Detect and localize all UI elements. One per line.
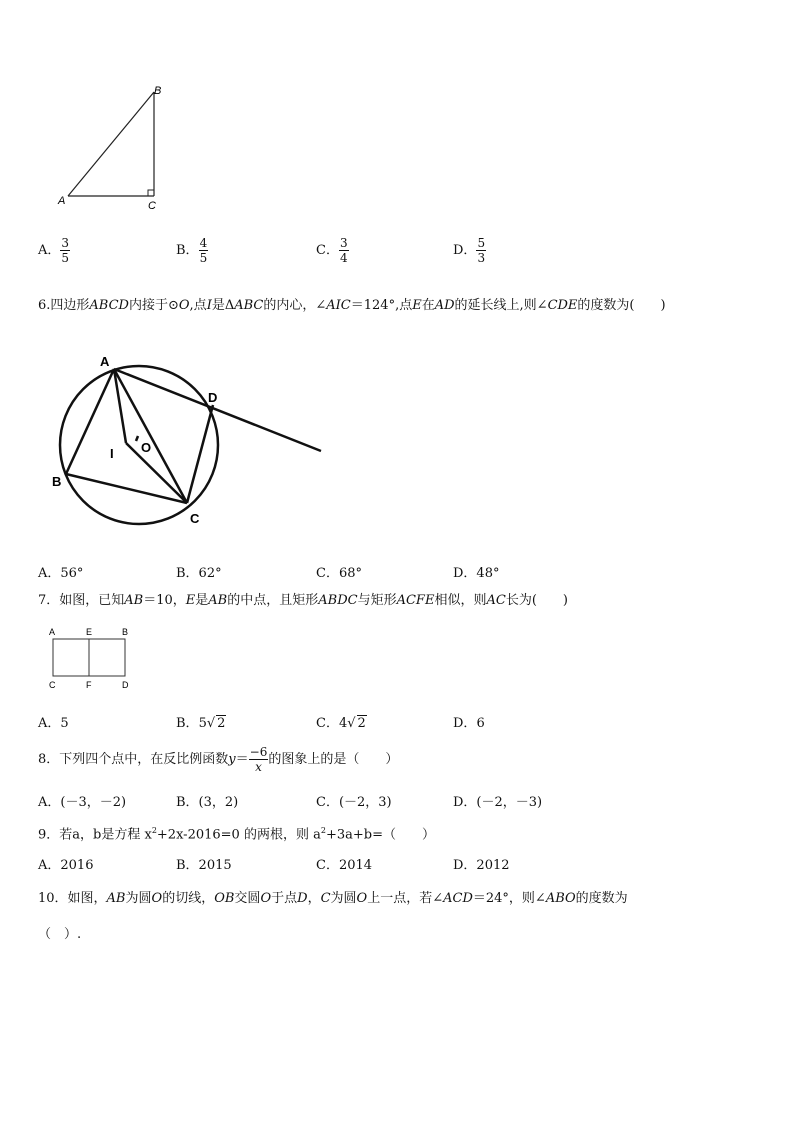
q9-option-d[interactable]: D．2012	[453, 858, 510, 873]
label-i: I	[110, 446, 114, 461]
q8-option-a[interactable]: A．(－3，－2)	[38, 795, 127, 810]
label-o: O	[141, 440, 152, 455]
triangle-side-ab	[68, 92, 154, 196]
q5-option-b[interactable]: B． $\frac{4}{5}$	[176, 236, 208, 265]
center-o-mark	[136, 436, 138, 441]
label-b: B	[52, 474, 62, 489]
q8-option-b[interactable]: B．(3，2)	[176, 795, 239, 810]
q7-option-d[interactable]: D．6	[453, 716, 485, 731]
q7-option-b[interactable]: B．5√ 2	[176, 716, 226, 731]
q9-option-b[interactable]: B．2015	[176, 858, 232, 873]
right-triangle-figure	[50, 80, 180, 215]
segment-ab	[66, 369, 114, 474]
q5-option-c[interactable]: C． $\frac{3}{4}$	[316, 236, 348, 265]
label-b: B	[154, 85, 162, 97]
q10-stem: 10．如图，AB为圆O的切线，OB交圆O于点D，C为圆O上一点，若∠ACD＝24°，则∠ABO的度数为	[38, 891, 628, 906]
right-angle-mark	[148, 190, 154, 196]
q5-option-d[interactable]: D． $\frac{5}{3}$	[453, 236, 486, 265]
q9-option-a[interactable]: A．2016	[38, 858, 94, 873]
q5-option-a[interactable]: A． $\frac{3}{5}$	[38, 236, 70, 265]
label-c: C	[190, 511, 200, 526]
label-a: A	[100, 354, 110, 369]
label-c: C	[148, 200, 156, 212]
q6-option-d[interactable]: D．48°	[453, 566, 500, 581]
label-a: A	[49, 627, 56, 637]
q6-option-c[interactable]: C．68°	[316, 566, 362, 581]
q6-stem: 6.四边形ABCD内接于⊙O,点I是ΔABC的内心，∠AIC＝124°,点E在AD的延长线上,则∠CDE的度数为( )	[38, 298, 666, 313]
rectangle-figure	[44, 624, 139, 692]
q6-option-b[interactable]: B．62°	[176, 566, 222, 581]
q9-option-c[interactable]: C．2014	[316, 858, 373, 873]
q9-stem: 9．若a，b是方程 $x^2+2x-2016=0$ 的两根，则 $a^2+3a+b=$（ ）	[38, 826, 435, 843]
q8-stem: 8．下列四个点中，在反比例函数y＝ $\frac{-6}{x}$ 的图象上的是（ ）	[38, 745, 399, 774]
segment-ic	[126, 443, 187, 503]
label-a: A	[58, 195, 66, 207]
segment-cd	[187, 405, 213, 503]
q7-option-c[interactable]: C．4√ 2	[316, 716, 366, 731]
q8-option-d[interactable]: D．(－2，－3)	[453, 795, 543, 810]
q8-option-c[interactable]: C．(－2，3)	[316, 795, 392, 810]
label-e: E	[86, 627, 93, 637]
q7-stem: 7．如图，已知AB＝10，E是AB的中点，且矩形ABDC与矩形ACFE相似，则AC长为( )	[38, 593, 568, 608]
segment-bc	[66, 474, 187, 503]
circle-o	[60, 366, 218, 524]
label-b: B	[122, 627, 129, 637]
q7-option-a[interactable]: A．5	[38, 716, 69, 731]
label-c: C	[49, 680, 56, 690]
q10-stem-line2: （ ）.	[38, 927, 82, 942]
label-d: D	[208, 390, 218, 405]
label-d: D	[122, 680, 129, 690]
q6-option-a[interactable]: A．56°	[38, 566, 84, 581]
label-f: F	[86, 680, 92, 690]
circle-quadrilateral-figure	[40, 345, 340, 535]
